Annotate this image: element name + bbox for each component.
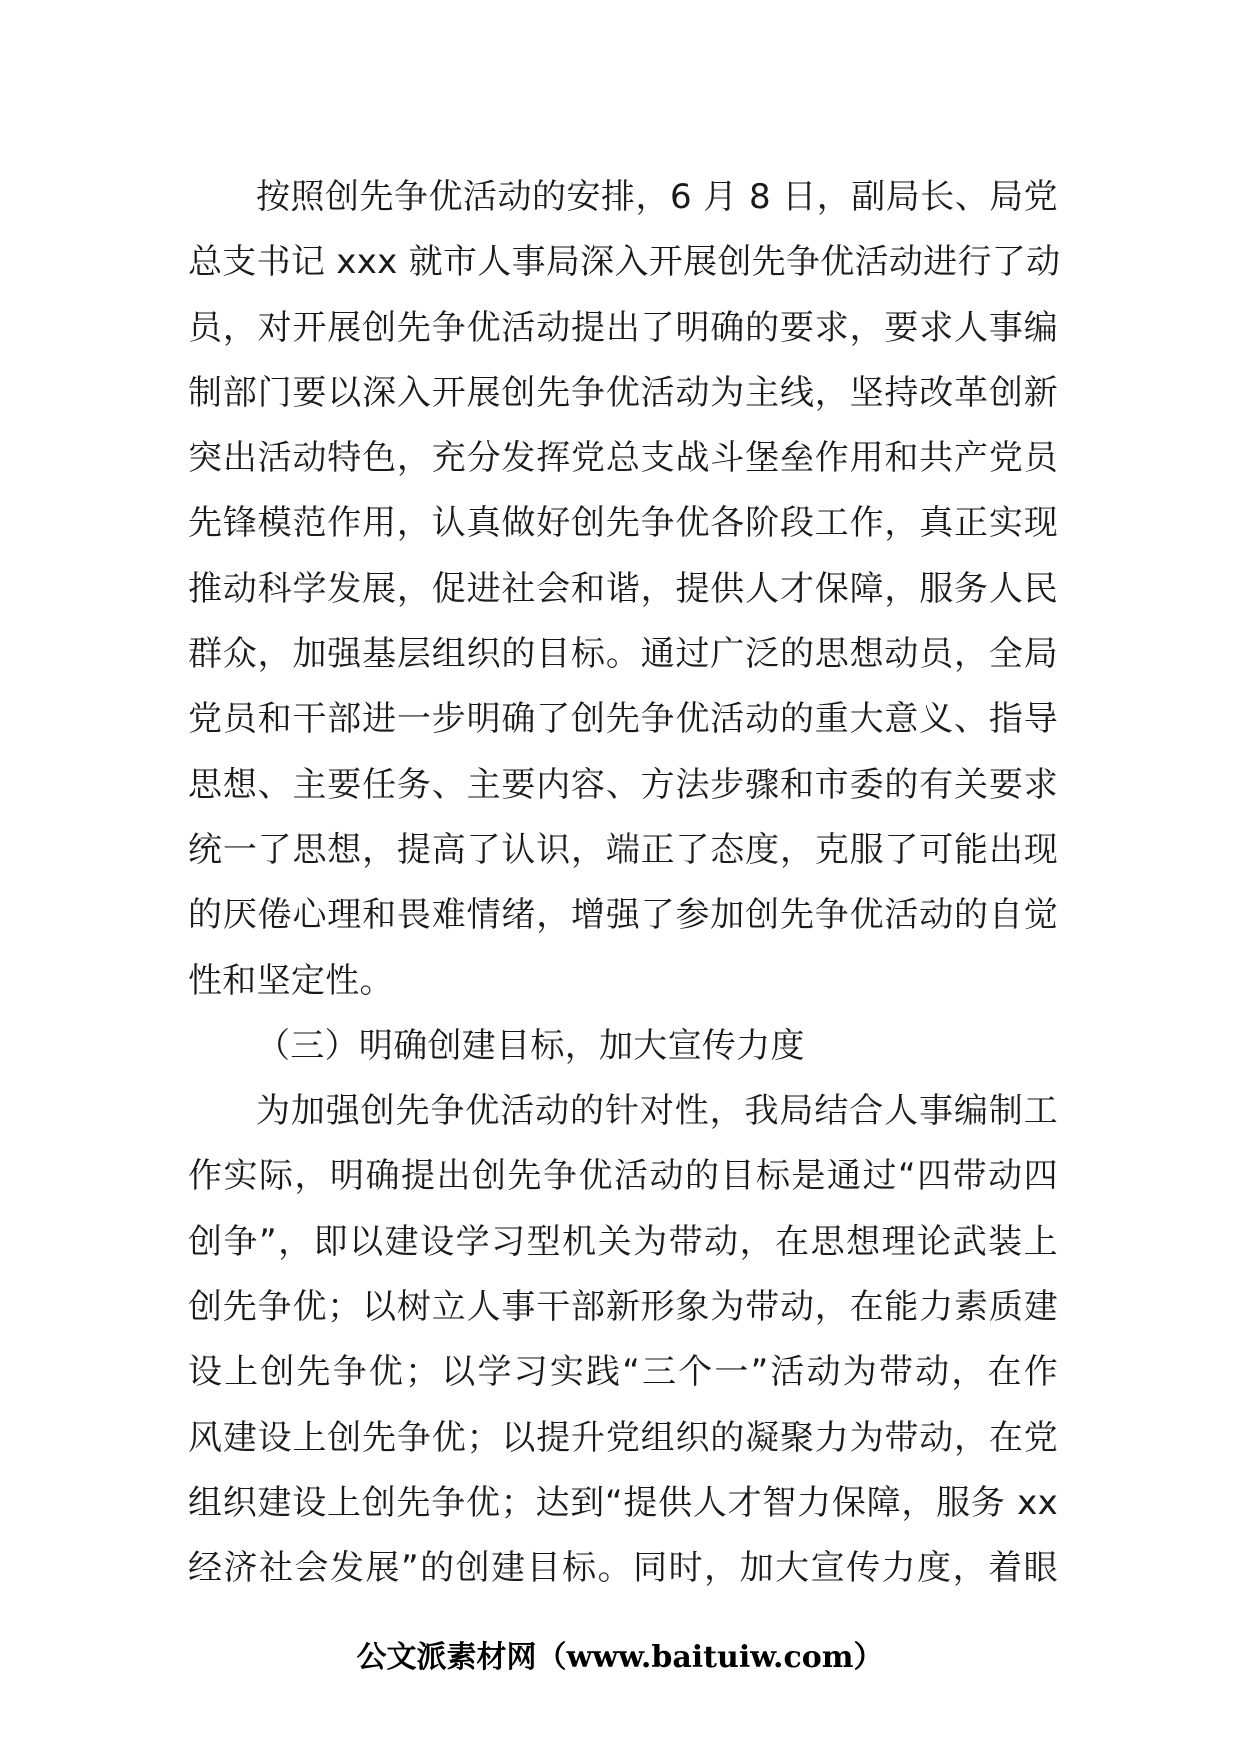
text-line: 统一了思想，提高了认识，端正了态度，克服了可能出现 [188, 829, 1058, 870]
text-line: 按照创先争优活动的安排，6 月 8 日，副局长、局党 [256, 177, 1058, 217]
text-line: 作实际，明确提出创先争优活动的目标是通过“四带动四 [188, 1156, 1058, 1197]
text-line: 制部门要以深入开展创先争优活动为主线，坚持改革创新 [188, 372, 1058, 413]
text-line: 思想、主要任务、主要内容、方法步骤和市委的有关要求 [188, 764, 1058, 805]
text-line: （三）明确创建目标，加大宣传力度 [256, 1025, 805, 1066]
text-line: 创先争优；以树立人事干部新形象为带动，在能力素质建 [188, 1287, 1058, 1328]
text-line: 总支书记 xxx 就市人事局深入开展创先争优活动进行了动 [188, 242, 1061, 283]
text-line: 员，对开展创先争优活动提出了明确的要求，要求人事编 [188, 307, 1058, 348]
body-text [188, 165, 1061, 1602]
text-line: 性和坚定性。 [188, 960, 394, 1001]
text-line: 群众，加强基层组织的目标。通过广泛的思想动员，全局 [188, 634, 1058, 675]
text-line: 先锋模范作用，认真做好创先争优各阶段工作，真正实现 [188, 503, 1058, 544]
text-line: 推动科学发展，促进社会和谐，提供人才保障，服务人民 [188, 568, 1058, 609]
text-line: 为加强创先争优活动的针对性，我局结合人事编制工 [256, 1091, 1058, 1132]
text-line: 设上创先争优；以学习实践“三个一”活动为带动，在作 [188, 1352, 1058, 1393]
text-line: 组织建设上创先争优；达到“提供人才智力保障，服务 xx [188, 1482, 1058, 1523]
text-line: 突出活动特色，充分发挥党总支战斗堡垒作用和共产党员 [188, 438, 1058, 479]
text-line: 经济社会发展”的创建目标。同时，加大宣传力度，着眼 [188, 1548, 1058, 1589]
text-line: 风建设上创先争优；以提升党组织的凝聚力为带动，在党 [188, 1417, 1058, 1458]
text-line: 党员和干部进一步明确了创先争优活动的重大意义、指导 [188, 699, 1058, 740]
text-line: 的厌倦心理和畏难情绪，增强了参加创先争优活动的自觉 [188, 895, 1058, 936]
text-line: 创争”，即以建设学习型机关为带动，在思想理论武装上 [188, 1221, 1058, 1262]
footer-watermark: 公文派素材网（www.baituiw.com） [356, 1640, 884, 1675]
